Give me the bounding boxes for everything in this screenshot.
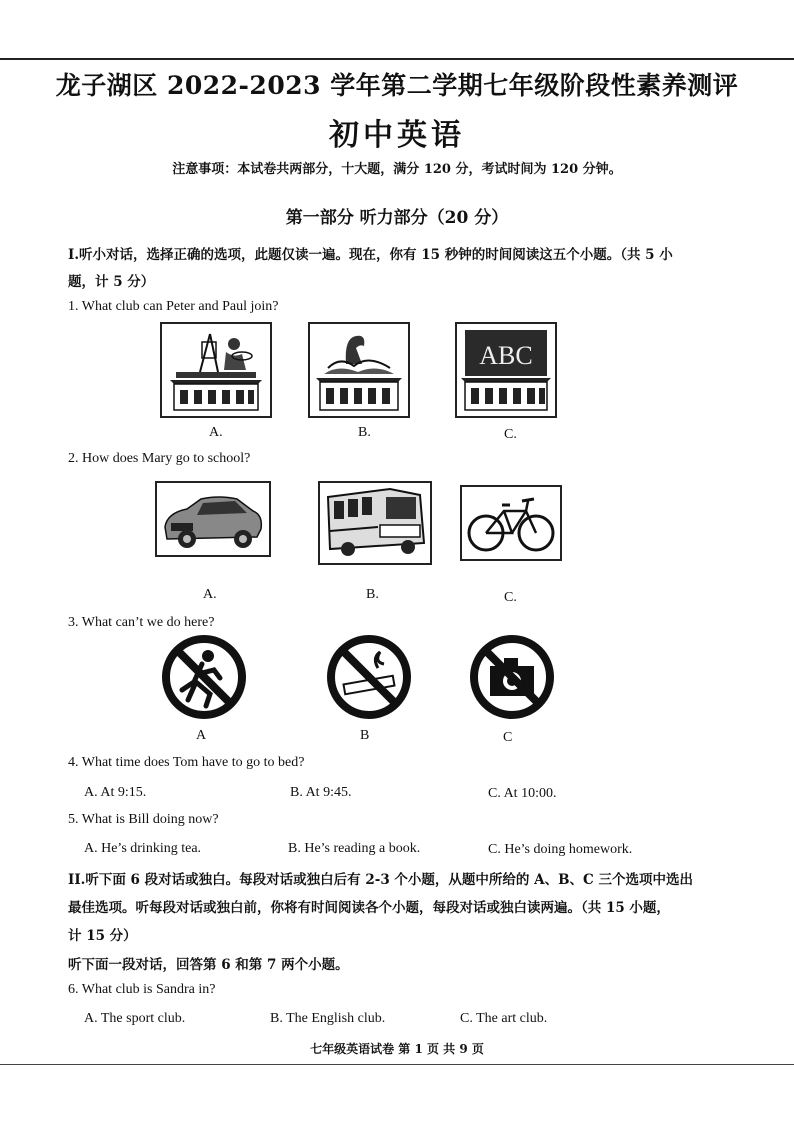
section2-instruction-line2: 最佳选项。听每段对话或独白前，你将有时间阅读各个小题，每段对话或独白读两遍。（共 15 小题， xyxy=(68,900,670,916)
dialogue-instruction: 听下面一段对话，回答第 6 和第 7 两个小题。 xyxy=(68,957,349,973)
top-rule xyxy=(0,58,794,60)
art-club-icon xyxy=(162,324,270,416)
q1-label-b: B. xyxy=(358,425,371,440)
q1-option-b-image xyxy=(308,322,410,418)
section2-instruction-line1: II.听下面 6 段对话或独白。每段对话或独白后有 2-3 个小题，从题中所给的 A、B、C 三个选项中选出 xyxy=(68,872,693,888)
q5-choice-b: B. He’s reading a book. xyxy=(288,841,421,856)
q2-label-a: A. xyxy=(203,587,217,602)
no-running-sign-icon xyxy=(158,634,250,720)
q6-choice-b: B. The English club. xyxy=(270,1011,386,1026)
question-4: 4. What time does Tom have to go to bed? xyxy=(68,755,305,770)
q2-option-b-image xyxy=(318,481,432,565)
q5-choice-a: A. He’s drinking tea. xyxy=(84,841,202,856)
question-2: 2. How does Mary go to school? xyxy=(68,451,251,466)
exam-title: 龙子湖区 2022-2023 学年第二学期七年级阶段性素养测评 xyxy=(55,71,739,100)
section1-instruction-line1: I.听小对话，选择正确的选项，此题仅读一遍。现在，你有 15 秒钟的时间阅读这五个小题。（共 5 小 xyxy=(68,247,673,263)
section2-instruction-line3: 计 15 分） xyxy=(68,928,137,944)
q1-option-a-image xyxy=(160,322,272,418)
subject-title: 初中英语 xyxy=(329,118,465,153)
part1-heading: 第一部分 听力部分（20 分） xyxy=(285,208,509,228)
q2-label-b: B. xyxy=(366,587,379,602)
q3-label-a: A xyxy=(196,728,207,743)
question-1: 1. What club can Peter and Paul join? xyxy=(68,299,279,314)
q4-choice-b: B. At 9:45. xyxy=(290,785,352,800)
question-3: 3. What can’t we do here? xyxy=(68,615,215,630)
bus-icon xyxy=(320,483,430,563)
q5-choice-c: C. He’s doing homework. xyxy=(488,842,633,857)
board-text: ABC xyxy=(479,341,533,370)
q4-choice-a: A. At 9:15. xyxy=(84,785,147,800)
q4-choice-c: C. At 10:00. xyxy=(488,786,557,801)
no-smoking-sign-icon xyxy=(326,634,412,720)
q2-option-c-image xyxy=(460,485,562,561)
section1-instruction-line2: 题，计 5 分） xyxy=(68,274,155,290)
q6-choice-c: C. The art club. xyxy=(460,1011,548,1026)
exam-notice: 注意事项：本试卷共两部分，十大题，满分 120 分，考试时间为 120 分钟。 xyxy=(172,162,622,177)
q1-option-c-image xyxy=(455,322,557,418)
q2-option-a-image xyxy=(155,481,271,557)
bicycle-icon xyxy=(462,487,560,559)
swimming-club-icon xyxy=(310,324,408,416)
q2-label-c: C. xyxy=(504,590,517,605)
question-5: 5. What is Bill doing now? xyxy=(68,812,219,827)
question-6: 6. What club is Sandra in? xyxy=(68,982,216,997)
bottom-rule xyxy=(0,1064,794,1065)
car-icon xyxy=(157,483,269,555)
q3-label-b: B xyxy=(360,728,370,743)
q1-label-c: C. xyxy=(504,427,517,442)
q1-label-a: A. xyxy=(209,425,223,440)
english-club-icon xyxy=(457,324,555,416)
q6-choice-a: A. The sport club. xyxy=(84,1011,186,1026)
page-footer: 七年级英语试卷 第 1 页 共 9 页 xyxy=(310,1042,484,1056)
q3-label-c: C xyxy=(503,730,513,745)
no-photography-sign-icon xyxy=(468,634,556,720)
